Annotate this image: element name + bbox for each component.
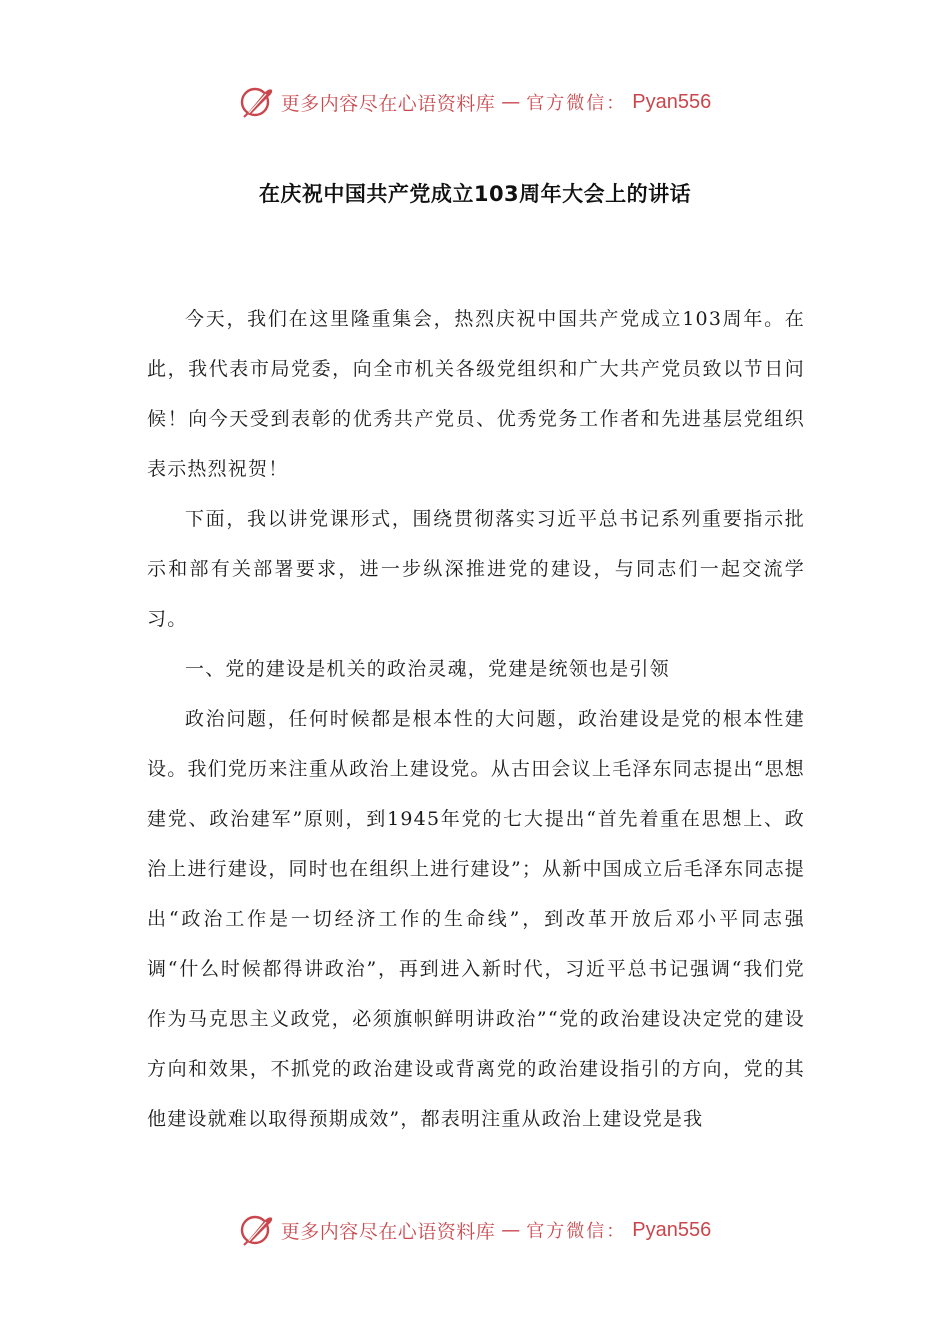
document-body (147, 294, 805, 1144)
paragraph: 今天，我们在这里隆重集会，热烈庆祝中国共产党成立103周年。在此，我代表市局党委，向全市机关各级党组织和广大共产党员致以节日问候！向今天受到表彰的优秀共产党员、优秀党务工作者和先进基层党组织表示热烈祝贺！ (147, 308, 805, 480)
watermark-wechat-id: Pyan556 (632, 90, 712, 113)
header-watermark (0, 80, 950, 124)
paragraph: 下面，我以讲党课形式，围绕贯彻落实习近平总书记系列重要指示批示和部有关部署要求，进一步纵深推进党的建设，与同志们一起交流学习。 (147, 508, 805, 630)
watermark-separator: — (501, 91, 521, 113)
quill-pen-logo-icon (239, 1212, 275, 1248)
quill-pen-logo-icon (239, 84, 275, 120)
footer-watermark (0, 1208, 950, 1252)
paragraph: 政治问题，任何时候都是根本性的大问题，政治建设是党的根本性建设。我们党历来注重从政治上建设党。从古田会议上毛泽东同志提出“思想建党、政治建军”原则，到1945年党的七大提出“首先着重在思想上、政治上进行建设，同时也在组织上进行建设”；从新中国成立后毛泽东同志提出“政治工作是一切经济工作的生命线”，到改革开放后邓小平同志强调“什么时候都得讲政治”，再到进入新时代，习近平总书记强调“我们党作为马克思主义政党，必须旗帜鲜明讲政治”“党的政治建设决定党的建设方向和效果，不抓党的政治建设或背离党的政治建设指引的方向，党的其他建设就难以取得预期成效”，都表明注重从政治上建设党是我 (147, 708, 805, 1130)
watermark-text: 更多内容尽在心语资料库 (280, 92, 496, 115)
watermark-wechat-label: 官方微信： (526, 93, 627, 114)
document-title: 在庆祝中国共产党成立103周年大会上的讲话 (258, 182, 692, 206)
watermark-text: 更多内容尽在心语资料库 (280, 1220, 496, 1243)
watermark-separator: — (501, 1219, 521, 1241)
watermark-wechat-label: 官方微信： (526, 1221, 627, 1242)
watermark-wechat-id: Pyan556 (632, 1218, 712, 1241)
section-heading: 一、党的建设是机关的政治灵魂，党建是统领也是引领 (185, 658, 670, 680)
